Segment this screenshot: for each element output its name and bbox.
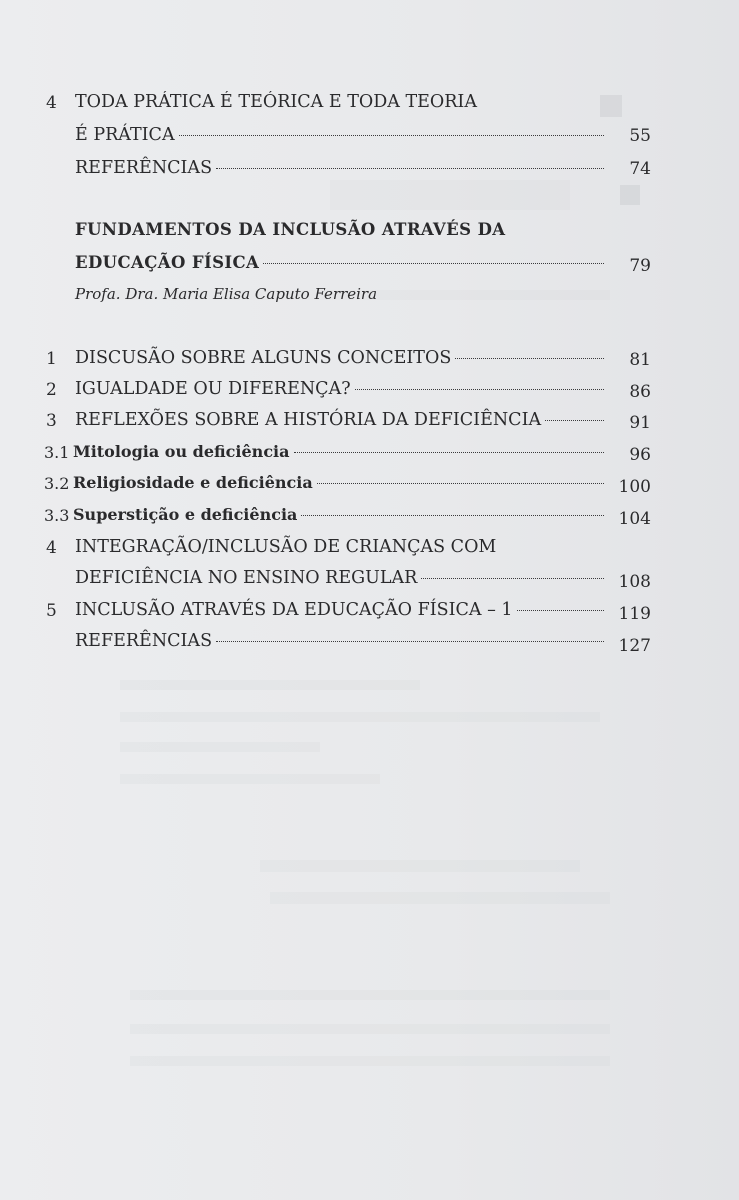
dot-leader — [517, 610, 604, 611]
entry-page-number: 86 — [629, 382, 651, 402]
toc-entry[interactable] — [75, 348, 610, 368]
references-page-number: 127 — [618, 636, 651, 656]
entry-title: IGUALDADE OU DIFERENÇA? — [75, 379, 351, 399]
references-label: REFERÊNCIAS — [75, 158, 213, 178]
dot-leader — [301, 515, 604, 516]
references-label: REFERÊNCIAS — [75, 631, 213, 651]
dot-leader — [421, 578, 604, 579]
dot-leader — [355, 389, 604, 390]
entry-number: 3 — [46, 411, 57, 431]
chapter-entry[interactable] — [75, 253, 610, 272]
entry-title-line2: É PRÁTICA — [75, 125, 175, 145]
entry-number: 4 — [46, 538, 57, 558]
entry-title-line1: TODA PRÁTICA É TEÓRICA E TODA TEORIA — [75, 92, 477, 112]
toc-entry[interactable] — [75, 379, 610, 399]
chapter-page-number: 79 — [629, 256, 651, 276]
dot-leader — [263, 263, 604, 264]
entry-number: 5 — [46, 601, 57, 621]
entry-title-line2: DEFICIÊNCIA NO ENSINO REGULAR — [75, 568, 418, 588]
dot-leader — [317, 483, 604, 484]
toc-entry[interactable] — [73, 505, 610, 524]
toc-entry[interactable] — [75, 568, 610, 588]
toc-entry[interactable] — [73, 473, 610, 492]
dot-leader — [179, 135, 604, 136]
entry-title: Superstição e deficiência — [73, 505, 298, 524]
entry-page-number: 81 — [629, 350, 651, 370]
entry-number: 2 — [46, 380, 57, 400]
entry-title: Religiosidade e deficiência — [73, 473, 313, 492]
entry-number: 4 — [46, 93, 57, 113]
dot-leader — [216, 168, 604, 169]
entry-page-number: 104 — [618, 509, 651, 529]
toc-entry-references[interactable] — [75, 158, 610, 178]
entry-number: 1 — [46, 349, 57, 369]
chapter-author: Profa. Dra. Maria Elisa Caputo Ferreira — [75, 285, 378, 303]
entry-page-number: 91 — [629, 413, 651, 433]
entry-page-number: 55 — [629, 126, 651, 146]
entry-title: Mitologia ou deficiência — [73, 442, 290, 461]
chapter-title-line2: EDUCAÇÃO FÍSICA — [75, 253, 260, 272]
dot-leader — [294, 452, 605, 453]
entry-title: REFLEXÕES SOBRE A HISTÓRIA DA DEFICIÊNCIA — [75, 410, 542, 430]
dot-leader — [216, 641, 604, 642]
dot-leader — [545, 420, 604, 421]
toc-entry[interactable] — [73, 442, 610, 461]
entry-page-number: 100 — [618, 477, 651, 497]
dot-leader — [455, 358, 604, 359]
entry-number: 3.1 — [44, 443, 70, 462]
toc-entry[interactable] — [75, 600, 610, 620]
entry-title: INCLUSÃO ATRAVÉS DA EDUCAÇÃO FÍSICA – 1 — [75, 600, 513, 620]
entry-number: 3.3 — [44, 506, 70, 525]
entry-page-number: 96 — [629, 445, 651, 465]
toc-entry[interactable] — [75, 410, 610, 430]
entry-number: 3.2 — [44, 474, 70, 493]
entry-title: DISCUSÃO SOBRE ALGUNS CONCEITOS — [75, 348, 452, 368]
toc-entry-references[interactable] — [75, 631, 610, 651]
entry-title-line1: INTEGRAÇÃO/INCLUSÃO DE CRIANÇAS COM — [75, 537, 497, 557]
entry-page-number: 108 — [618, 572, 651, 592]
entry-page-number: 119 — [618, 604, 651, 624]
references-page-number: 74 — [629, 159, 651, 179]
toc-entry[interactable] — [75, 125, 610, 145]
chapter-title-line1: FUNDAMENTOS DA INCLUSÃO ATRAVÉS DA — [75, 220, 506, 239]
